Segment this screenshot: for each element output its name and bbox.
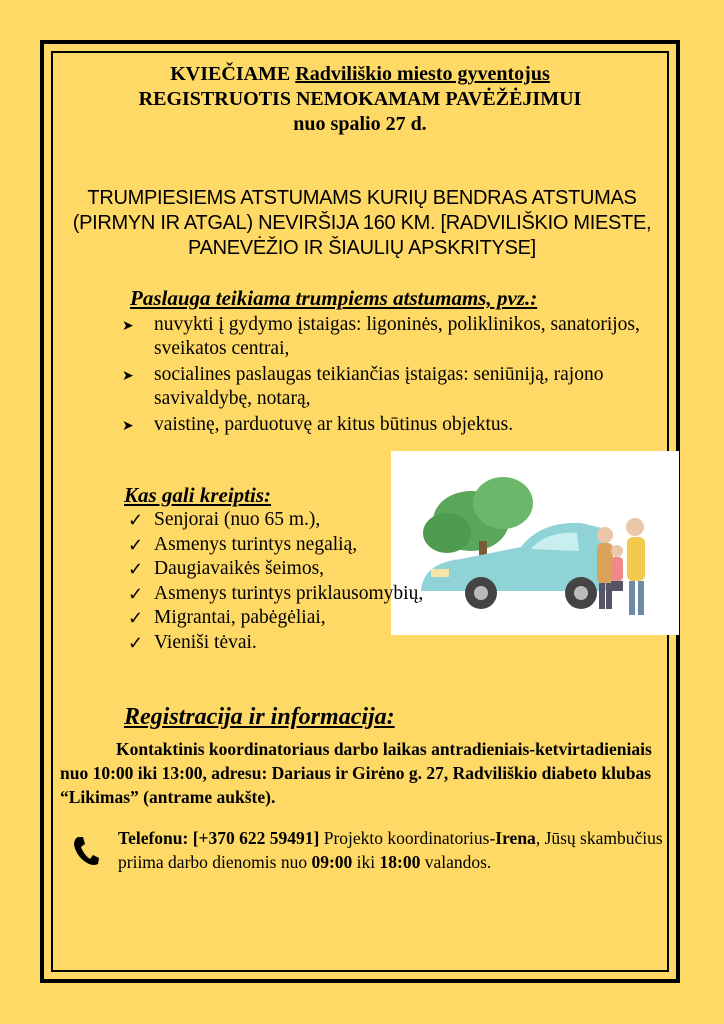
invite-word: KVIEČIAME (170, 63, 291, 85)
list-item: ➤ vaistinę, parduotuvę ar kitus būtinus objektus. (118, 413, 678, 437)
phone-number: Telefonu: [+370 622 59491] (118, 828, 320, 848)
invite-place: Radviliškio miesto gyventojus (295, 63, 550, 85)
checkmark-icon: ✓ (128, 534, 144, 555)
registration-title: Registracija ir informacija: (124, 704, 395, 730)
list-item: ✓ Daugiavaikės šeimos, (128, 557, 528, 582)
contact-info: Kontaktinis koordinatoriaus darbo laikas antradieniais-ketvirtadieniais nuo 10:00 iki 13:00, adresu: Dariaus ir Girėno g. 27, Radviliškio diabeto klubas “Likimas” (antrame aukšte). (60, 739, 652, 807)
phone-icon (72, 835, 100, 867)
list-item: ✓ Senjorai (nuo 65 m.), (128, 508, 528, 533)
header-line2: REGISTRUOTIS NEMOKAMAM PAVĖŽĖJIMUI (138, 88, 582, 110)
time-to: 18:00 (379, 852, 421, 872)
header-line3: nuo spalio 27 d. (293, 113, 427, 135)
coordinator-name: Irena (495, 828, 536, 848)
list-item: ✓ Vieniši tėvai. (128, 631, 528, 656)
time-from: 09:00 (311, 852, 353, 872)
arrow-bullet-icon: ➤ (122, 319, 134, 334)
checkmark-icon: ✓ (128, 583, 144, 604)
list-item: ➤ nuvykti į gydymo įstaigas: ligoninės, poliklinikos, sanatorijos, sveikatos centrai, (122, 314, 640, 359)
header (60, 62, 660, 137)
list-item: ✓ Asmenys turintys negalią, (128, 533, 528, 558)
arrow-bullet-icon: ➤ (122, 369, 134, 384)
list-item: ➤ socialines paslaugas teikiančias įstaigas: seniūniją, rajono savivaldybę, notarą, (122, 364, 604, 409)
checkmark-icon: ✓ (128, 510, 144, 530)
who-title: Kas gali kreiptis: (124, 483, 272, 507)
phone-info: Telefonu: [+370 622 59491] Projekto koordinatorius-Irena, Jūsų skambučius priima darbo dienomis nuo 09:00 iki 18:00 valandos. (118, 828, 663, 872)
checkmark-icon: ✓ (128, 632, 144, 653)
distance-notice: TRUMPIESIEMS ATSTUMAMS KURIŲ BENDRAS ATSTUMAS (PIRMYN IR ATGAL) NEVIRŠIJA 160 KM. [RADVILIŠKIO MIESTE, PANEVĖŽIO IR ŠIAULIŲ APSKRITYSE] (72, 187, 652, 259)
checkmark-icon: ✓ (128, 608, 144, 628)
list-item: ✓ Asmenys turintys priklausomybių, (128, 582, 528, 607)
service-title: Paslauga teikiama trumpiems atstumams, pvz.: (130, 286, 538, 310)
service-list (118, 313, 678, 439)
checkmark-icon: ✓ (128, 559, 144, 579)
arrow-bullet-icon: ➤ (122, 419, 134, 434)
eligible-list (128, 508, 528, 655)
list-item: ✓ Migrantai, pabėgėliai, (128, 606, 528, 631)
